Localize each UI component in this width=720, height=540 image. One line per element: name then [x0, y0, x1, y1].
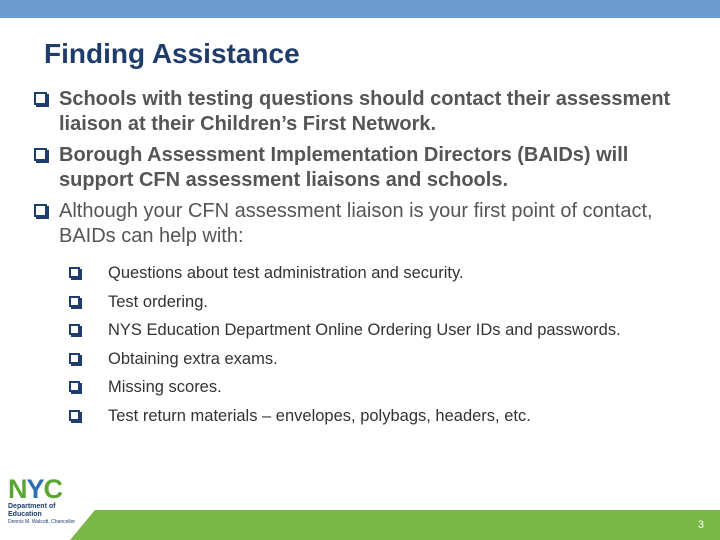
bullet-text: Schools with testing questions should contact their assessment liaison at their Children’s First Network.: [59, 88, 671, 135]
checkbox-bullet-icon: [34, 204, 47, 217]
department-line-2: Education: [8, 511, 42, 518]
bullet-text: Although your CFN assessment liaison is your first point of contact, BAIDs can help with:: [59, 200, 653, 247]
sub-bullet-item: [68, 291, 688, 314]
footer-wedge: [70, 510, 95, 540]
main-bullet-list: [34, 87, 704, 255]
sub-bullet-text: Test ordering.: [108, 292, 208, 311]
department-line-1: Department of: [8, 503, 56, 510]
sub-bullet-text: Missing scores.: [108, 378, 222, 396]
bullet-item: [34, 199, 704, 249]
checkbox-bullet-icon: [34, 148, 47, 161]
sub-bullet-item: [68, 348, 688, 371]
nyc-wordmark: NYC: [8, 474, 63, 504]
slide-title: Finding Assistance: [44, 38, 300, 69]
checkbox-bullet-icon: [69, 324, 80, 335]
bullet-text: Borough Assessment Implementation Directors (BAIDs) will support CFN assessment liaisons and schools.: [59, 144, 629, 191]
checkbox-bullet-icon: [69, 353, 80, 364]
checkbox-bullet-icon: [34, 92, 47, 105]
sub-bullet-text: Obtaining extra exams.: [108, 349, 278, 368]
sub-bullet-text: Questions about test administration and security.: [108, 264, 464, 282]
checkbox-bullet-icon: [69, 381, 80, 392]
footer-bar: [95, 510, 720, 540]
checkbox-bullet-icon: [69, 296, 80, 307]
page-number: 3: [697, 519, 704, 531]
checkbox-bullet-icon: [69, 410, 80, 421]
sub-bullet-text: Test return materials – envelopes, polybags, headers, etc.: [108, 406, 531, 425]
sub-bullet-item: [68, 319, 688, 342]
sub-bullet-text: NYS Education Department Online Ordering User IDs and passwords.: [108, 321, 621, 339]
logo-motto: Dennis M. Walcott, Chancellor: [8, 519, 76, 525]
sub-bullet-item: [68, 376, 688, 399]
bullet-item: [34, 87, 704, 137]
sub-bullet-list: [68, 262, 688, 433]
bullet-item: [34, 143, 704, 193]
sub-bullet-item: [68, 405, 688, 428]
checkbox-bullet-icon: [69, 267, 80, 278]
top-accent-bar: [0, 0, 720, 18]
sub-bullet-item: [68, 262, 688, 285]
